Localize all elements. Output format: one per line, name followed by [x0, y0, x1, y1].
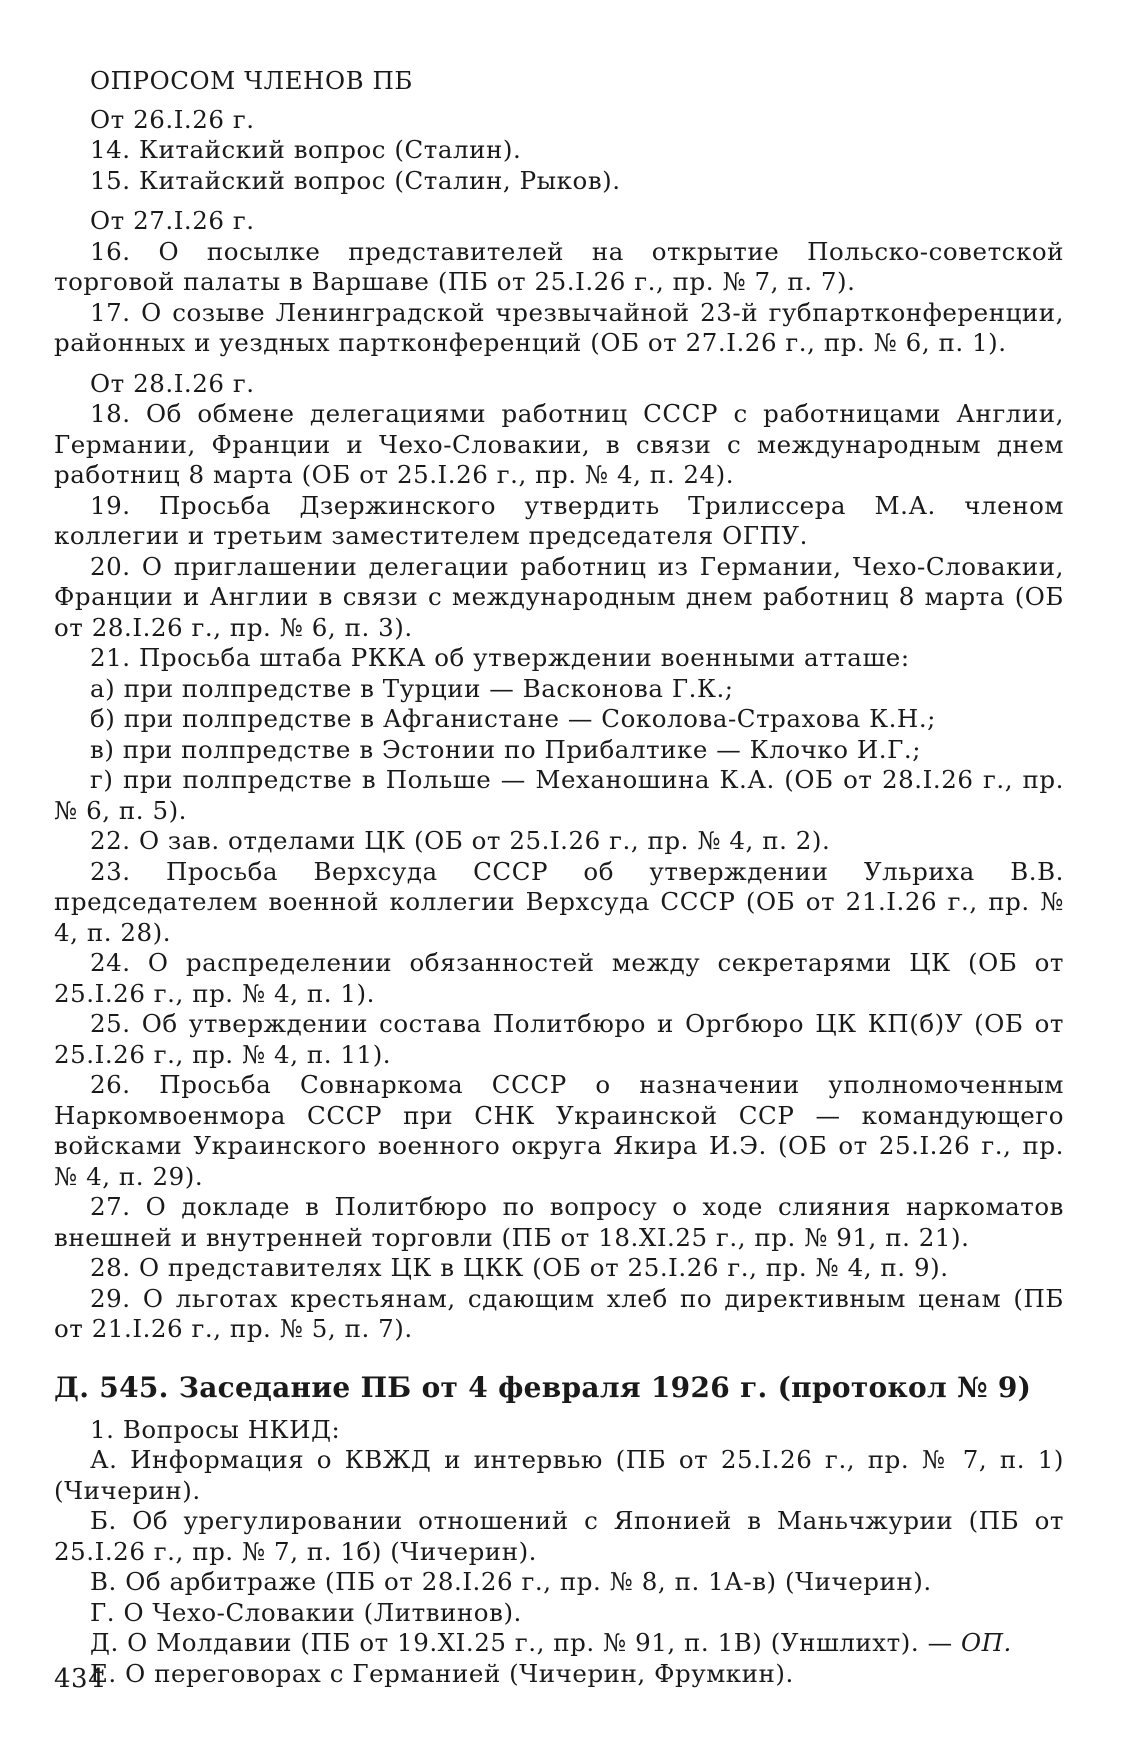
list-item: а) при полпредстве в Турции — Васконова Г.К.; — [90, 673, 734, 703]
list-item: 29. О льготах крестьянам, сдающим хлеб по директивным ценам (ПБ от 21.I.26 г., пр. № 5, п. 7). — [54, 1283, 1064, 1343]
section-title: Д. 545. Заседание ПБ от 4 февраля 1926 г. (протокол № 9) — [54, 1370, 1032, 1404]
list-item: 16. О посылке представителей на открытие Польско-советской торговой палаты в Варшаве (ПБ от 25.I.26 г., пр. № 7, п. 7). — [54, 236, 1064, 296]
text-column — [54, 66, 1064, 1689]
list-item: 20. О приглашении делегации работниц из Германии, Чехо-Словакии, Франции и Англии в связи с международным днем работниц 8 марта (ОБ от 28.I.26 г., пр. № 6, п. 3). — [54, 551, 1064, 642]
list-item: 27. О докладе в Политбюро по вопросу о ходе слияния наркоматов внешней и внутренней торговли (ПБ от 18.XI.25 г., пр. № 91, п. 21). — [54, 1192, 1064, 1252]
list-item: 19. Просьба Дзержинского утвердить Трилиссера М.А. членом коллегии и третьим заместителем председателя ОГПУ. — [54, 490, 1064, 550]
list-item: А. Информация о КВЖД и интервью (ПБ от 25.I.26 г., пр. № 7, п. 1) (Чичерин). — [54, 1445, 1064, 1505]
list-item: в) при полпредстве в Эстонии по Прибалтике — Клочко И.Г.; — [90, 734, 922, 764]
page-number: 434 — [54, 1664, 106, 1694]
list-item: 14. Китайский вопрос (Сталин). — [90, 135, 522, 164]
list-item: Б. Об урегулировании отношений с Японией в Маньчжурии (ПБ от 25.I.26 г., пр. № 7, п. 1б) (Чичерин). — [54, 1506, 1064, 1566]
list-item: 24. О распределении обязанностей между секретарями ЦК (ОБ от 25.I.26 г., пр. № 4, п. 1). — [54, 948, 1064, 1008]
list-item: б) при полпредстве в Афганистане — Соколова-Страхова К.Н.; — [90, 704, 936, 733]
list-item — [54, 1628, 1064, 1659]
list-item: 25. Об утверждении состава Политбюро и Оргбюро ЦК КП(б)У (ОБ от 25.I.26 г., пр. № 4, п. 11). — [54, 1009, 1064, 1069]
list-item: 26. Просьба Совнаркома СССР о назначении уполномоченным Наркомвоенмора СССР при СНК Украинской ССР — командующего войсками Украинского военного округа Якира И.Э. (ОБ от 25.I.26 г., пр. № 4, п. 29). — [54, 1070, 1064, 1191]
list-item: Г. О Чехо-Словакии (Литвинов). — [90, 1597, 522, 1627]
list-item: г) при полпредстве в Польше — Механошина К.А. (ОБ от 28.I.26 г., пр. № 6, п. 5). — [54, 765, 1064, 825]
list-item: 22. О зав. отделами ЦК (ОБ от 25.I.26 г., пр. № 4, п. 2). — [90, 826, 831, 855]
list-item: 17. О созыве Ленинградской чрезвычайной 23-й губпартконференции, районных и уездных партконференций (ОБ от 27.I.26 г., пр. № 6, п. 1). — [54, 297, 1064, 357]
list-item: 23. Просьба Верхсуда СССР об утверждении Ульриха В.В. председателем военной коллегии Верхсуда СССР (ОБ от 21.I.26 г., пр. № 4, п. 28). — [54, 856, 1064, 947]
list-item: 1. Вопросы НКИД: — [90, 1414, 341, 1444]
list-item: 28. О представителях ЦК в ЦКК (ОБ от 25.I.26 г., пр. № 4, п. 9). — [90, 1253, 949, 1282]
date-heading: От 28.I.26 г. — [90, 368, 255, 398]
date-heading: От 26.I.26 г. — [90, 104, 255, 134]
list-item: В. Об арбитраже (ПБ от 28.I.26 г., пр. № 8, п. 1А-в) (Чичерин). — [90, 1567, 932, 1596]
list-item: 21. Просьба штаба РККА об утверждении военными атташе: — [90, 643, 910, 672]
list-item: 15. Китайский вопрос (Сталин, Рыков). — [90, 165, 621, 195]
date-heading: От 27.I.26 г. — [90, 206, 255, 235]
list-item-text: Д. О Молдавии (ПБ от 19.XI.25 г., пр. № 91, п. 1В) (Уншлихт). — — [90, 1628, 953, 1657]
section-header: ОПРОСОМ ЧЛЕНОВ ПБ — [90, 66, 413, 95]
list-item: 18. Об обмене делегациями работниц СССР с работницами Англии, Германии, Франции и Чехо-Словакии, в связи с международным днем работниц 8 марта (ОБ от 25.I.26 г., пр. № 4, п. 24). — [54, 399, 1064, 489]
list-item: Е. О переговорах с Германией (Чичерин, Фрумкин). — [90, 1658, 794, 1688]
decision-mark: ОП. — [960, 1628, 1012, 1657]
